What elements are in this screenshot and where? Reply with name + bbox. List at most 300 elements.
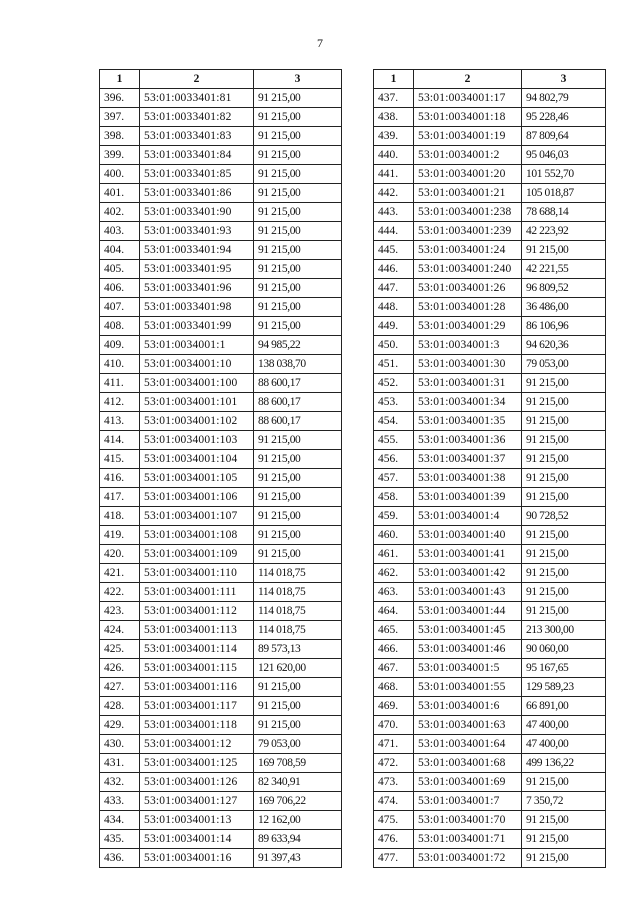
row-number: 398. xyxy=(100,127,140,146)
row-number: 399. xyxy=(100,146,140,165)
table-row xyxy=(374,545,606,564)
cadastral-number: 53:01:0033401:82 xyxy=(140,108,254,127)
row-number: 441. xyxy=(374,165,414,184)
cadastral-number: 53:01:0034001:69 xyxy=(414,773,522,792)
row-number: 397. xyxy=(100,108,140,127)
cadastral-value: 47 400,00 xyxy=(522,716,606,735)
table-row xyxy=(100,545,342,564)
cadastral-value: 91 215,00 xyxy=(254,507,342,526)
cadastral-value: 91 215,00 xyxy=(254,146,342,165)
cadastral-number: 53:01:0034001:1 xyxy=(140,336,254,355)
column-header-number: 1 xyxy=(374,70,414,89)
cadastral-number: 53:01:0034001:103 xyxy=(140,431,254,450)
cadastral-number: 53:01:0034001:24 xyxy=(414,241,522,260)
row-number: 456. xyxy=(374,450,414,469)
cadastral-number: 53:01:0034001:63 xyxy=(414,716,522,735)
cadastral-value: 114 018,75 xyxy=(254,583,342,602)
row-number: 464. xyxy=(374,602,414,621)
row-number: 400. xyxy=(100,165,140,184)
cadastral-value: 91 215,00 xyxy=(522,431,606,450)
cadastral-number: 53:01:0034001:117 xyxy=(140,697,254,716)
cadastral-value: 91 215,00 xyxy=(254,526,342,545)
cadastral-value: 114 018,75 xyxy=(254,564,342,583)
cadastral-number: 53:01:0034001:127 xyxy=(140,792,254,811)
cadastral-value: 94 620,36 xyxy=(522,336,606,355)
table-row xyxy=(374,678,606,697)
cadastral-number: 53:01:0034001:6 xyxy=(414,697,522,716)
table-row xyxy=(374,830,606,849)
cadastral-number: 53:01:0034001:18 xyxy=(414,108,522,127)
cadastral-value: 91 215,00 xyxy=(254,678,342,697)
table-row xyxy=(100,849,342,868)
table-row xyxy=(374,659,606,678)
table-row xyxy=(374,507,606,526)
row-number: 407. xyxy=(100,298,140,317)
row-number: 471. xyxy=(374,735,414,754)
table-row xyxy=(374,754,606,773)
cadastral-value: 89 633,94 xyxy=(254,830,342,849)
cadastral-number: 53:01:0034001:17 xyxy=(414,89,522,108)
table-row xyxy=(100,488,342,507)
table-row xyxy=(374,469,606,488)
cadastral-number: 53:01:0034001:34 xyxy=(414,393,522,412)
cadastral-value: 169 706,22 xyxy=(254,792,342,811)
table-row xyxy=(100,336,342,355)
cadastral-number: 53:01:0033401:96 xyxy=(140,279,254,298)
row-number: 435. xyxy=(100,830,140,849)
cadastral-number: 53:01:0034001:55 xyxy=(414,678,522,697)
table-row xyxy=(374,355,606,374)
cadastral-value: 91 215,00 xyxy=(254,241,342,260)
cadastral-value: 114 018,75 xyxy=(254,602,342,621)
row-number: 408. xyxy=(100,317,140,336)
table-row xyxy=(100,165,342,184)
cadastral-number: 53:01:0034001:19 xyxy=(414,127,522,146)
cadastral-value: 91 215,00 xyxy=(522,469,606,488)
row-number: 446. xyxy=(374,260,414,279)
table-row xyxy=(100,811,342,830)
cadastral-number: 53:01:0034001:2 xyxy=(414,146,522,165)
cadastral-value: 95 046,03 xyxy=(522,146,606,165)
row-number: 434. xyxy=(100,811,140,830)
table-row xyxy=(374,108,606,127)
cadastral-value: 91 215,00 xyxy=(254,697,342,716)
row-number: 475. xyxy=(374,811,414,830)
cadastral-number: 53:01:0034001:118 xyxy=(140,716,254,735)
table-row xyxy=(374,146,606,165)
cadastral-value: 94 985,22 xyxy=(254,336,342,355)
cadastral-value: 169 708,59 xyxy=(254,754,342,773)
row-number: 416. xyxy=(100,469,140,488)
table-row xyxy=(100,830,342,849)
cadastral-number: 53:01:0033401:93 xyxy=(140,222,254,241)
row-number: 469. xyxy=(374,697,414,716)
cadastral-number: 53:01:0034001:36 xyxy=(414,431,522,450)
row-number: 426. xyxy=(100,659,140,678)
row-number: 401. xyxy=(100,184,140,203)
cadastral-number: 53:01:0033401:84 xyxy=(140,146,254,165)
row-number: 433. xyxy=(100,792,140,811)
table-row xyxy=(100,431,342,450)
cadastral-value: 91 215,00 xyxy=(254,165,342,184)
table-row xyxy=(374,298,606,317)
row-number: 458. xyxy=(374,488,414,507)
cadastral-value: 47 400,00 xyxy=(522,735,606,754)
table-row xyxy=(100,735,342,754)
cadastral-number: 53:01:0034001:39 xyxy=(414,488,522,507)
cadastral-number: 53:01:0033401:99 xyxy=(140,317,254,336)
row-number: 412. xyxy=(100,393,140,412)
row-number: 417. xyxy=(100,488,140,507)
cadastral-value: 114 018,75 xyxy=(254,621,342,640)
cadastral-value: 121 620,00 xyxy=(254,659,342,678)
cadastral-number: 53:01:0033401:86 xyxy=(140,184,254,203)
cadastral-number: 53:01:0034001:26 xyxy=(414,279,522,298)
row-number: 472. xyxy=(374,754,414,773)
cadastral-value: 89 573,13 xyxy=(254,640,342,659)
table-row xyxy=(374,241,606,260)
table-row xyxy=(374,792,606,811)
table-row xyxy=(100,241,342,260)
cadastral-value: 91 215,00 xyxy=(522,374,606,393)
row-number: 467. xyxy=(374,659,414,678)
row-number: 437. xyxy=(374,89,414,108)
cadastral-number: 53:01:0034001:20 xyxy=(414,165,522,184)
row-number: 415. xyxy=(100,450,140,469)
row-number: 460. xyxy=(374,526,414,545)
table-row xyxy=(374,184,606,203)
row-number: 462. xyxy=(374,564,414,583)
row-number: 448. xyxy=(374,298,414,317)
cadastral-number: 53:01:0034001:114 xyxy=(140,640,254,659)
cadastral-number: 53:01:0034001:21 xyxy=(414,184,522,203)
table-row xyxy=(374,849,606,868)
row-number: 409. xyxy=(100,336,140,355)
cadastral-number: 53:01:0034001:104 xyxy=(140,450,254,469)
cadastral-number: 53:01:0034001:111 xyxy=(140,583,254,602)
table-row xyxy=(100,393,342,412)
cadastral-value: 79 053,00 xyxy=(522,355,606,374)
page-number: 7 xyxy=(317,36,323,50)
row-number: 404. xyxy=(100,241,140,260)
table-row xyxy=(374,564,606,583)
cadastral-value: 88 600,17 xyxy=(254,393,342,412)
cadastral-number: 53:01:0034001:240 xyxy=(414,260,522,279)
row-number: 429. xyxy=(100,716,140,735)
row-number: 468. xyxy=(374,678,414,697)
cadastral-number: 53:01:0034001:116 xyxy=(140,678,254,697)
row-number: 451. xyxy=(374,355,414,374)
cadastral-number: 53:01:0034001:46 xyxy=(414,640,522,659)
cadastral-number: 53:01:0034001:239 xyxy=(414,222,522,241)
row-number: 450. xyxy=(374,336,414,355)
table-row xyxy=(374,279,606,298)
cadastral-value: 138 038,70 xyxy=(254,355,342,374)
cadastral-value: 36 486,00 xyxy=(522,298,606,317)
cadastral-value: 91 215,00 xyxy=(254,222,342,241)
cadastral-number: 53:01:0034001:101 xyxy=(140,393,254,412)
cadastral-value: 91 215,00 xyxy=(522,241,606,260)
cadastral-number: 53:01:0034001:35 xyxy=(414,412,522,431)
table-row xyxy=(374,222,606,241)
cadastral-value: 91 215,00 xyxy=(522,488,606,507)
cadastral-number: 53:01:0034001:5 xyxy=(414,659,522,678)
cadastral-value: 91 215,00 xyxy=(254,431,342,450)
cadastral-number: 53:01:0034001:44 xyxy=(414,602,522,621)
cadastral-number: 53:01:0034001:126 xyxy=(140,773,254,792)
column-header-cadastral-number: 2 xyxy=(140,70,254,89)
table-row xyxy=(374,488,606,507)
table-row xyxy=(374,621,606,640)
cadastral-value: 101 552,70 xyxy=(522,165,606,184)
row-number: 449. xyxy=(374,317,414,336)
table-row xyxy=(100,659,342,678)
cadastral-value: 91 215,00 xyxy=(522,602,606,621)
table-row xyxy=(374,697,606,716)
row-number: 425. xyxy=(100,640,140,659)
cadastral-number: 53:01:0034001:38 xyxy=(414,469,522,488)
cadastral-number: 53:01:0034001:13 xyxy=(140,811,254,830)
cadastral-number: 53:01:0034001:7 xyxy=(414,792,522,811)
table-row xyxy=(100,697,342,716)
cadastral-value: 91 215,00 xyxy=(522,583,606,602)
cadastral-value: 42 221,55 xyxy=(522,260,606,279)
row-number: 436. xyxy=(100,849,140,868)
cadastral-value: 91 215,00 xyxy=(254,488,342,507)
cadastral-number: 53:01:0034001:100 xyxy=(140,374,254,393)
cadastral-number: 53:01:0034001:113 xyxy=(140,621,254,640)
column-header-number: 1 xyxy=(100,70,140,89)
table-row xyxy=(374,374,606,393)
table-row xyxy=(100,127,342,146)
row-number: 418. xyxy=(100,507,140,526)
table-row xyxy=(374,412,606,431)
row-number: 477. xyxy=(374,849,414,868)
cadastral-number: 53:01:0033401:94 xyxy=(140,241,254,260)
table-row xyxy=(374,165,606,184)
row-number: 442. xyxy=(374,184,414,203)
cadastral-number: 53:01:0034001:112 xyxy=(140,602,254,621)
table-row xyxy=(100,754,342,773)
table-row xyxy=(100,279,342,298)
cadastral-number: 53:01:0034001:28 xyxy=(414,298,522,317)
row-number: 461. xyxy=(374,545,414,564)
row-number: 444. xyxy=(374,222,414,241)
cadastral-value: 12 162,00 xyxy=(254,811,342,830)
cadastral-value: 90 728,52 xyxy=(522,507,606,526)
cadastral-value: 91 215,00 xyxy=(254,469,342,488)
table-row xyxy=(374,203,606,222)
row-number: 406. xyxy=(100,279,140,298)
table-row xyxy=(100,621,342,640)
cadastral-number: 53:01:0034001:115 xyxy=(140,659,254,678)
cadastral-value: 87 809,64 xyxy=(522,127,606,146)
cadastral-value: 91 215,00 xyxy=(522,811,606,830)
table-row xyxy=(374,773,606,792)
cadastral-number: 53:01:0034001:41 xyxy=(414,545,522,564)
table-row xyxy=(374,716,606,735)
column-header-value: 3 xyxy=(522,70,606,89)
table-row xyxy=(100,792,342,811)
table-row xyxy=(100,260,342,279)
row-number: 445. xyxy=(374,241,414,260)
row-number: 443. xyxy=(374,203,414,222)
row-number: 432. xyxy=(100,773,140,792)
cadastral-value: 94 802,79 xyxy=(522,89,606,108)
cadastral-number: 53:01:0033401:98 xyxy=(140,298,254,317)
table-row xyxy=(100,507,342,526)
table-row xyxy=(100,773,342,792)
cadastral-number: 53:01:0034001:64 xyxy=(414,735,522,754)
row-number: 402. xyxy=(100,203,140,222)
cadastral-value: 42 223,92 xyxy=(522,222,606,241)
cadastral-number: 53:01:0033401:95 xyxy=(140,260,254,279)
cadastral-value: 79 053,00 xyxy=(254,735,342,754)
cadastral-number: 53:01:0034001:3 xyxy=(414,336,522,355)
row-number: 447. xyxy=(374,279,414,298)
cadastral-value: 91 215,00 xyxy=(254,108,342,127)
column-header-value: 3 xyxy=(254,70,342,89)
table-row xyxy=(100,469,342,488)
row-number: 420. xyxy=(100,545,140,564)
row-number: 422. xyxy=(100,583,140,602)
cadastral-value: 91 215,00 xyxy=(254,317,342,336)
table-row xyxy=(374,393,606,412)
row-number: 428. xyxy=(100,697,140,716)
table-row xyxy=(374,526,606,545)
row-number: 466. xyxy=(374,640,414,659)
cadastral-value: 66 891,00 xyxy=(522,697,606,716)
cadastral-value: 91 215,00 xyxy=(522,450,606,469)
table-row xyxy=(100,222,342,241)
cadastral-number: 53:01:0033401:85 xyxy=(140,165,254,184)
table-row xyxy=(100,146,342,165)
row-number: 470. xyxy=(374,716,414,735)
table-row xyxy=(100,374,342,393)
cadastral-value: 91 215,00 xyxy=(254,716,342,735)
cadastral-number: 53:01:0034001:105 xyxy=(140,469,254,488)
row-number: 396. xyxy=(100,89,140,108)
cadastral-value: 499 136,22 xyxy=(522,754,606,773)
table-row xyxy=(100,355,342,374)
row-number: 431. xyxy=(100,754,140,773)
row-number: 413. xyxy=(100,412,140,431)
cadastral-value: 91 215,00 xyxy=(254,184,342,203)
cadastral-value: 91 397,43 xyxy=(254,849,342,868)
table-row xyxy=(374,317,606,336)
table-row xyxy=(374,811,606,830)
row-number: 440. xyxy=(374,146,414,165)
cadastral-table-right xyxy=(373,69,606,868)
cadastral-number: 53:01:0034001:72 xyxy=(414,849,522,868)
cadastral-number: 53:01:0033401:90 xyxy=(140,203,254,222)
table-row xyxy=(100,184,342,203)
row-number: 452. xyxy=(374,374,414,393)
cadastral-number: 53:01:0034001:42 xyxy=(414,564,522,583)
table-row xyxy=(374,336,606,355)
row-number: 411. xyxy=(100,374,140,393)
row-number: 463. xyxy=(374,583,414,602)
cadastral-value: 91 215,00 xyxy=(254,260,342,279)
row-number: 438. xyxy=(374,108,414,127)
cadastral-value: 88 600,17 xyxy=(254,412,342,431)
cadastral-value: 78 688,14 xyxy=(522,203,606,222)
cadastral-number: 53:01:0034001:16 xyxy=(140,849,254,868)
cadastral-value: 91 215,00 xyxy=(522,393,606,412)
cadastral-number: 53:01:0034001:108 xyxy=(140,526,254,545)
table-row xyxy=(100,583,342,602)
cadastral-number: 53:01:0034001:43 xyxy=(414,583,522,602)
row-number: 453. xyxy=(374,393,414,412)
row-number: 424. xyxy=(100,621,140,640)
row-number: 457. xyxy=(374,469,414,488)
table-row xyxy=(100,203,342,222)
cadastral-value: 105 018,87 xyxy=(522,184,606,203)
cadastral-number: 53:01:0034001:45 xyxy=(414,621,522,640)
table-row xyxy=(100,602,342,621)
row-number: 439. xyxy=(374,127,414,146)
table-header-row xyxy=(100,70,342,89)
row-number: 473. xyxy=(374,773,414,792)
cadastral-value: 213 300,00 xyxy=(522,621,606,640)
cadastral-value: 95 228,46 xyxy=(522,108,606,127)
row-number: 455. xyxy=(374,431,414,450)
cadastral-value: 91 215,00 xyxy=(254,127,342,146)
row-number: 405. xyxy=(100,260,140,279)
row-number: 423. xyxy=(100,602,140,621)
cadastral-number: 53:01:0034001:238 xyxy=(414,203,522,222)
row-number: 427. xyxy=(100,678,140,697)
column-header-cadastral-number: 2 xyxy=(414,70,522,89)
cadastral-number: 53:01:0034001:31 xyxy=(414,374,522,393)
cadastral-value: 91 215,00 xyxy=(254,450,342,469)
cadastral-value: 96 809,52 xyxy=(522,279,606,298)
table-row xyxy=(100,450,342,469)
cadastral-value: 91 215,00 xyxy=(254,203,342,222)
table-row xyxy=(374,735,606,754)
row-number: 474. xyxy=(374,792,414,811)
cadastral-number: 53:01:0034001:68 xyxy=(414,754,522,773)
row-number: 421. xyxy=(100,564,140,583)
cadastral-value: 91 215,00 xyxy=(254,89,342,108)
cadastral-number: 53:01:0034001:102 xyxy=(140,412,254,431)
row-number: 403. xyxy=(100,222,140,241)
table-row xyxy=(100,678,342,697)
row-number: 476. xyxy=(374,830,414,849)
cadastral-number: 53:01:0034001:10 xyxy=(140,355,254,374)
cadastral-number: 53:01:0034001:109 xyxy=(140,545,254,564)
cadastral-value: 91 215,00 xyxy=(522,526,606,545)
row-number: 454. xyxy=(374,412,414,431)
cadastral-value: 91 215,00 xyxy=(522,849,606,868)
row-number: 419. xyxy=(100,526,140,545)
cadastral-value: 82 340,91 xyxy=(254,773,342,792)
row-number: 459. xyxy=(374,507,414,526)
cadastral-number: 53:01:0034001:12 xyxy=(140,735,254,754)
row-number: 414. xyxy=(100,431,140,450)
cadastral-table-left xyxy=(99,69,342,868)
cadastral-number: 53:01:0034001:70 xyxy=(414,811,522,830)
table-row xyxy=(100,564,342,583)
table-row xyxy=(374,127,606,146)
cadastral-number: 53:01:0034001:37 xyxy=(414,450,522,469)
cadastral-value: 91 215,00 xyxy=(522,545,606,564)
cadastral-number: 53:01:0033401:81 xyxy=(140,89,254,108)
table-row xyxy=(374,450,606,469)
cadastral-value: 91 215,00 xyxy=(522,773,606,792)
cadastral-number: 53:01:0034001:30 xyxy=(414,355,522,374)
cadastral-value: 88 600,17 xyxy=(254,374,342,393)
